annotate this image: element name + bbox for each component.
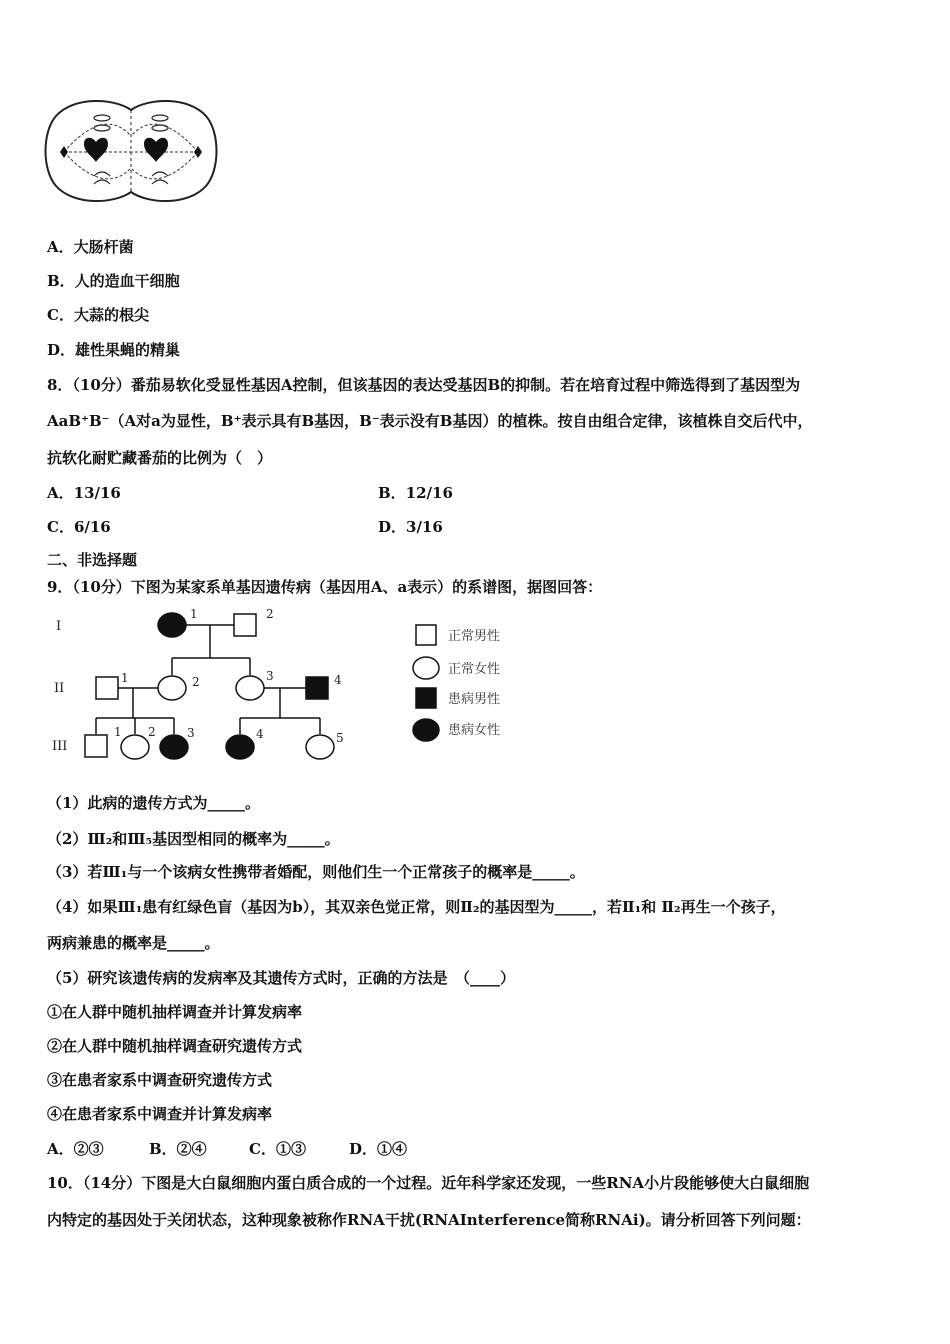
cell-division-figure — [44, 96, 218, 206]
q8-stem-line-2: AaB⁺B⁻（A对a为显性，B⁺表示具有B基因，B⁻表示没有B基因）的植株。按自由组合定律，该植株自交后代中， — [47, 412, 813, 430]
svg-text:患病女性: 患病女性 — [448, 723, 501, 738]
person-II-3 — [236, 676, 264, 700]
person-II-2 — [158, 676, 186, 700]
gen-label-iii: III — [52, 739, 68, 754]
svg-text:3: 3 — [187, 726, 195, 740]
q9-sub-4-cont: 两病兼患的概率是_____。 — [47, 934, 220, 952]
person-II-1 — [96, 677, 118, 699]
q8-stem-line-1: 8．（10分）番茄易软化受显性基因A控制，但该基因的表达受基因B的抑制。若在培育过程中筛选得到了基因型为 — [47, 376, 801, 394]
q8-stem-line-3: 抗软化耐贮藏番茄的比例为（ ） — [47, 449, 273, 467]
q8-option-a: A．13/16 — [47, 484, 121, 502]
person-III-3 — [160, 735, 188, 759]
person-III-4 — [226, 735, 254, 759]
person-III-5 — [306, 735, 334, 759]
q9-sub-2: （2）Ⅲ₂和Ⅲ₅基因型相同的概率为_____。 — [47, 830, 340, 848]
svg-text:1: 1 — [190, 607, 198, 621]
person-III-1 — [85, 735, 107, 757]
pedigree-chart — [44, 600, 524, 770]
svg-text:2: 2 — [148, 725, 156, 739]
person-II-4 — [306, 677, 328, 699]
svg-text:2: 2 — [266, 607, 274, 621]
q9-sub-3: （3）若Ⅲ₁与一个该病女性携带者婚配，则他们生一个正常孩子的概率是_____。 — [47, 863, 585, 881]
q10-stem-line-2: 内特定的基因处于关闭状态，这种现象被称作RNA干扰(RNAInterference简称RNAi)。请分析回答下列问题： — [47, 1211, 811, 1229]
svg-text:4: 4 — [334, 673, 342, 687]
q9-sub-5: （5）研究该遗传病的发病率及其遗传方式时，正确的方法是 （____） — [47, 969, 515, 987]
person-I-2 — [234, 614, 256, 636]
q8-option-d: D．3/16 — [378, 518, 443, 536]
q8-option-c: C．6/16 — [47, 518, 111, 536]
q7-option-c: C．大蒜的根尖 — [47, 306, 149, 324]
q10-stem-line-1: 10．（14分）下图是大白鼠细胞内蛋白质合成的一个过程。近年科学家还发现，一些RNA小片段能够使大白鼠细胞 — [47, 1174, 810, 1192]
q8-option-b: B．12/16 — [378, 484, 453, 502]
q7-option-d: D．雄性果蝇的精巢 — [47, 341, 181, 359]
q9-sub-4: （4）如果Ⅲ₁患有红绿色盲（基因为b），其双亲色觉正常，则Ⅱ₂的基因型为_____，若Ⅱ₁和 Ⅱ₂再生一个孩子， — [47, 898, 786, 916]
q9-option-a: A．②③ — [47, 1140, 104, 1158]
q9-option-c: C．①③ — [249, 1140, 306, 1158]
svg-text:3: 3 — [266, 669, 274, 683]
svg-text:5: 5 — [336, 731, 344, 745]
person-I-1 — [158, 613, 186, 637]
svg-text:4: 4 — [256, 727, 264, 741]
svg-text:1: 1 — [121, 671, 129, 685]
svg-text:1: 1 — [114, 725, 122, 739]
section-title: 二、非选择题 — [47, 551, 138, 569]
person-III-2 — [121, 735, 149, 759]
legend-affected-male-icon — [416, 688, 436, 708]
svg-text:2: 2 — [192, 675, 200, 689]
q7-option-b: B．人的造血干细胞 — [47, 272, 180, 290]
svg-text:正常女性: 正常女性 — [448, 662, 501, 677]
q9-sub-1: （1）此病的遗传方式为_____。 — [47, 794, 260, 812]
q9-stem: 9．（10分）下图为某家系单基因遗传病（基因用A、a表示）的系谱图，据图回答： — [47, 578, 603, 596]
q9-statement-3: ③在患者家系中调查研究遗传方式 — [47, 1071, 273, 1089]
legend-affected-female-icon — [413, 719, 439, 741]
gen-label-i: I — [56, 619, 62, 634]
q7-option-a: A．大肠杆菌 — [47, 238, 134, 256]
q9-statement-2: ②在人群中随机抽样调查研究遗传方式 — [47, 1037, 303, 1055]
svg-text:正常男性: 正常男性 — [448, 629, 501, 644]
svg-text:患病男性: 患病男性 — [448, 692, 501, 707]
q9-statement-1: ①在人群中随机抽样调查并计算发病率 — [47, 1003, 303, 1021]
q9-option-b: B．②④ — [149, 1140, 207, 1158]
q9-statement-4: ④在患者家系中调查并计算发病率 — [47, 1105, 273, 1123]
gen-label-ii: II — [54, 681, 65, 696]
q9-option-d: D．①④ — [349, 1140, 408, 1158]
legend-normal-male-icon — [416, 625, 436, 645]
legend-normal-female-icon — [413, 657, 439, 679]
